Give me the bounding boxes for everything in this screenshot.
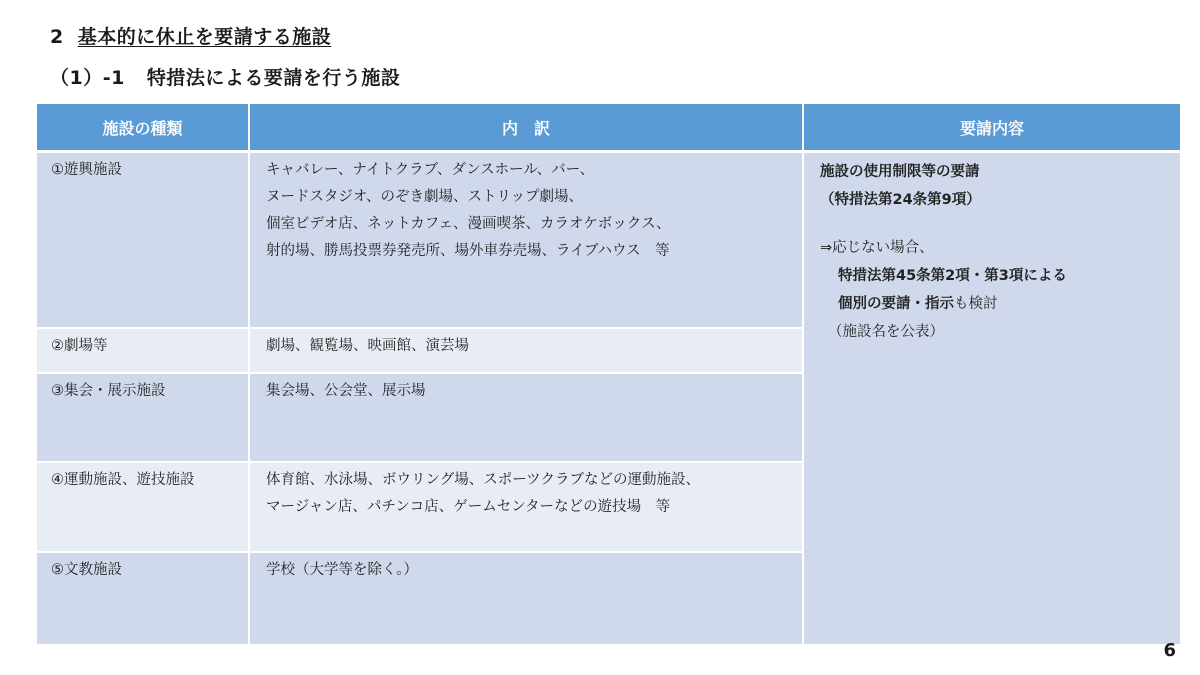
facility-type-cell: ④運動施設、遊技施設	[37, 462, 249, 551]
breakdown-line: 学校（大学等を除く。）	[266, 561, 418, 578]
section-title: 基本的に休止を要請する施設	[77, 26, 332, 48]
breakdown-line: キャバレー、ナイトクラブ、ダンスホール、バー、	[266, 162, 595, 178]
section-heading	[50, 22, 331, 49]
breakdown-line: 個室ビデオ店、ネットカフェ、漫画喫茶、カラオケボックス、	[266, 216, 671, 232]
request-line-law: （特措法第24条第9項）	[820, 192, 981, 208]
header-facility-type: 施設の種類	[37, 104, 249, 152]
page-number: 6	[1163, 640, 1176, 661]
request-line-publish: （施設名を公表）	[828, 324, 944, 340]
breakdown-line: 体育館、水泳場、ボウリング場、スポーツクラブなどの運動施設、	[266, 472, 700, 489]
table-header-row	[37, 104, 1180, 152]
subsection-heading	[50, 63, 400, 90]
header-request-content: 要請内容	[803, 104, 1180, 152]
request-content-cell	[803, 152, 1180, 645]
breakdown-cell	[249, 373, 803, 462]
breakdown-cell	[249, 152, 803, 329]
request-line-main: 施設の使用制限等の要請	[820, 164, 980, 180]
request-line-individual	[820, 290, 1170, 318]
facility-table	[37, 104, 1180, 644]
facility-type-cell: ⑤文教施設	[37, 552, 249, 644]
request-individual-bold: 個別の要請・指示	[838, 296, 954, 312]
breakdown-cell	[249, 462, 803, 551]
breakdown-cell	[249, 552, 803, 644]
subsection-number: （1）-1	[50, 67, 125, 89]
breakdown-cell	[249, 328, 803, 373]
section-number: 2	[50, 26, 64, 48]
table-row	[37, 152, 1180, 329]
breakdown-line: ヌードスタジオ、のぞき劇場、ストリップ劇場、	[266, 189, 583, 205]
facility-type-cell: ②劇場等	[37, 328, 249, 373]
breakdown-line: 集会場、公会堂、展示場	[266, 383, 426, 400]
facility-type-cell: ③集会・展示施設	[37, 373, 249, 462]
breakdown-line: 劇場、観覧場、映画館、演芸場	[266, 338, 469, 355]
subsection-title: 特措法による要請を行う施設	[146, 67, 401, 89]
breakdown-line: マージャン店、パチンコ店、ゲームセンターなどの遊技場 等	[266, 499, 671, 516]
request-line-if-not-comply: ⇒応じない場合、	[820, 240, 934, 256]
header-breakdown: 内 訳	[249, 104, 803, 152]
request-line-law-45: 特措法第45条第2項・第3項による	[838, 268, 1067, 284]
breakdown-line: 射的場、勝馬投票券発売所、場外車券売場、ライブハウス 等	[266, 243, 670, 259]
facility-type-cell: ①遊興施設	[37, 152, 249, 329]
request-individual-rest: も検討	[954, 296, 998, 312]
